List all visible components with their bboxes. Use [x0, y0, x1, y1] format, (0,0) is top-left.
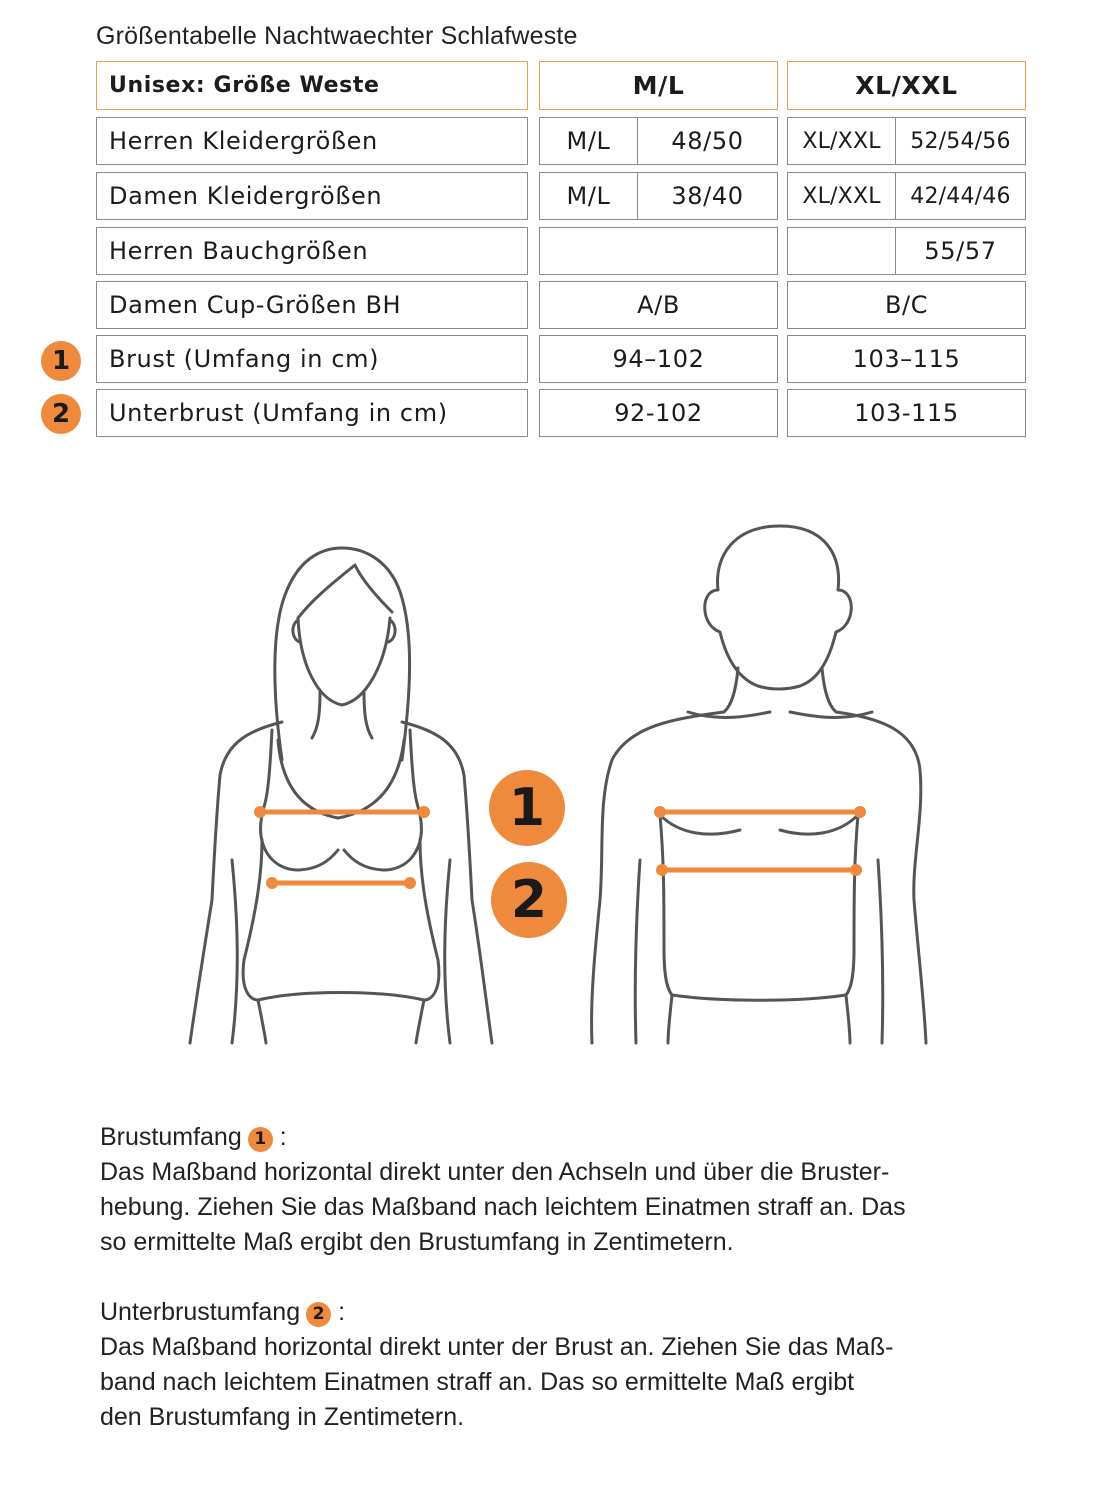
instruction-line: den Brustumfang in Zentimetern.	[100, 1403, 465, 1431]
cell-unterbrust-ml	[539, 389, 778, 437]
cell-cup-ml	[539, 281, 778, 329]
table-header-col-ml	[539, 61, 778, 110]
header-col2-text: XL/XXL	[855, 71, 958, 100]
table-header-label	[96, 61, 528, 110]
cell-value: 103-115	[854, 399, 959, 427]
heading-suffix: :	[338, 1298, 346, 1326]
woman-figure-icon	[190, 548, 492, 1043]
cell-unterbrust-xlxxl	[787, 389, 1026, 437]
row-label-text: Herren Kleidergrößen	[109, 127, 378, 155]
row-badge-1: 1	[41, 341, 81, 381]
cell-value: 94–102	[612, 345, 705, 373]
cell-value: A/B	[637, 291, 680, 319]
cell-brust-ml	[539, 335, 778, 383]
row-label-text: Damen Kleidergrößen	[109, 182, 383, 210]
inline-badge-2: 2	[306, 1302, 331, 1327]
figure-badge-2: 2	[491, 862, 567, 938]
woman-measure-lines	[260, 812, 424, 883]
heading-text: Brustumfang	[100, 1123, 242, 1151]
row-label-text: Brust (Umfang in cm)	[109, 345, 380, 373]
cell-damen-ml	[539, 172, 778, 220]
cell-size-label: M/L	[540, 173, 638, 219]
instruction-line: Das Maßband horizontal direkt unter der Brust an. Ziehen Sie das Maß-	[100, 1333, 894, 1361]
cell-size-value: 38/40	[671, 182, 744, 210]
row-label-damen-cup	[96, 281, 528, 329]
heading-text: Unterbrustumfang	[100, 1298, 301, 1326]
row-label-unterbrust	[96, 389, 528, 437]
header-col1-text: M/L	[632, 71, 685, 100]
row-label-herren-bauchgroessen	[96, 227, 528, 275]
header-label-text: Unisex: Größe Weste	[109, 73, 380, 98]
man-figure-icon	[592, 526, 926, 1043]
instruction-line: Das Maßband horizontal direkt unter den Achseln und über die Bruster-	[100, 1158, 890, 1186]
table-header-col-xlxxl	[787, 61, 1026, 110]
cell-brust-xlxxl	[787, 335, 1026, 383]
cell-bauch-xlxxl	[787, 227, 1026, 275]
cell-size-label	[788, 228, 896, 274]
cell-herren-ml	[539, 117, 778, 165]
man-measure-lines	[660, 812, 860, 870]
figure-badge-1: 1	[489, 770, 565, 846]
cell-size-value: 52/54/56	[910, 128, 1011, 154]
row-label-brust	[96, 335, 528, 383]
instruction-line: band nach leichtem Einatmen straff an. Das so ermittelte Maß ergibt	[100, 1368, 855, 1396]
cell-value: B/C	[884, 291, 929, 319]
row-label-text: Unterbrust (Umfang in cm)	[109, 399, 448, 427]
cell-cup-xlxxl	[787, 281, 1026, 329]
cell-size-value: 42/44/46	[910, 183, 1011, 209]
instruction-line: so ermittelte Maß ergibt den Brustumfang in Zentimetern.	[100, 1228, 734, 1256]
cell-value: 92-102	[614, 399, 703, 427]
instruction-brustumfang	[100, 1120, 1000, 1260]
cell-value: 103–115	[852, 345, 961, 373]
cell-damen-xlxxl	[787, 172, 1026, 220]
cell-size-value: 48/50	[671, 127, 744, 155]
cell-herren-xlxxl	[787, 117, 1026, 165]
cell-size-label: XL/XXL	[788, 118, 896, 164]
row-label-herren-kleidergroessen	[96, 117, 528, 165]
measurement-figures	[0, 480, 1097, 1060]
heading-suffix: :	[279, 1123, 287, 1151]
page-title: Größentabelle Nachtwaechter Schlafweste	[96, 22, 578, 50]
instruction-line: hebung. Ziehen Sie das Maßband nach leichtem Einatmen straff an. Das	[100, 1193, 906, 1221]
instruction-heading	[100, 1120, 1000, 1155]
row-label-damen-kleidergroessen	[96, 172, 528, 220]
cell-size-label: M/L	[540, 118, 638, 164]
row-label-text: Damen Cup-Größen BH	[109, 291, 402, 319]
inline-badge-1: 1	[248, 1127, 273, 1152]
cell-size-label: XL/XXL	[788, 173, 896, 219]
instruction-unterbrustumfang	[100, 1295, 1000, 1435]
row-badge-2: 2	[41, 394, 81, 434]
row-label-text: Herren Bauchgrößen	[109, 237, 369, 265]
cell-size-value: 55/57	[924, 237, 997, 265]
cell-bauch-ml	[539, 227, 778, 275]
instruction-heading	[100, 1295, 1000, 1330]
